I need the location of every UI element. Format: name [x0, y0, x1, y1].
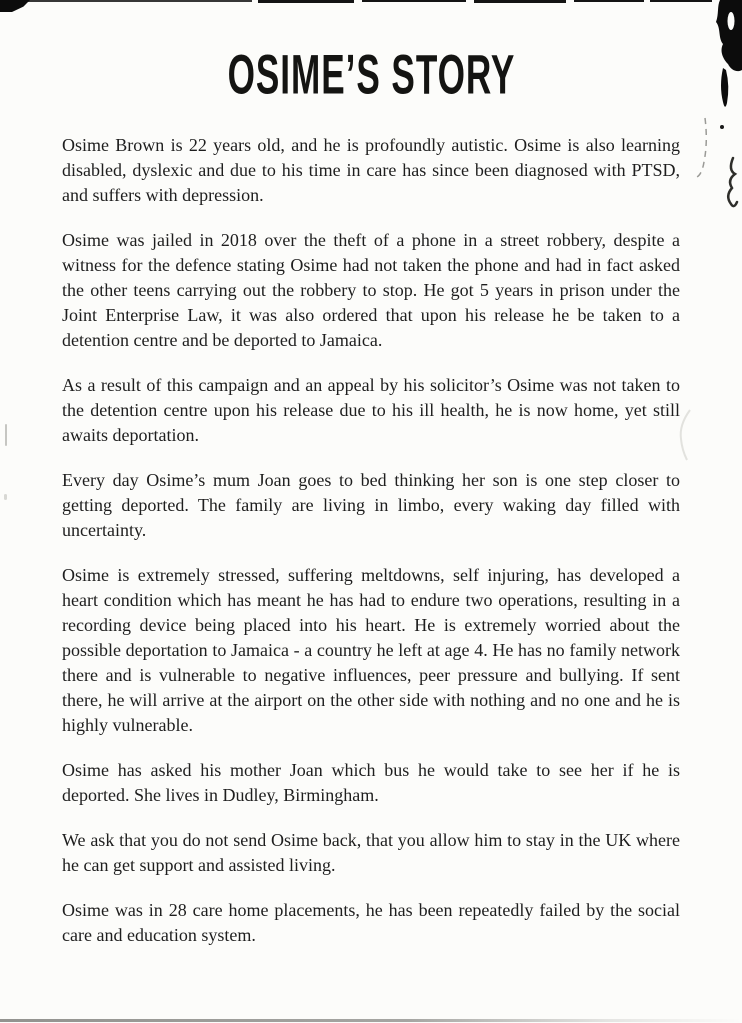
- scan-edge-line-segment: [0, 0, 252, 2]
- scan-edge-line-segment: [362, 0, 466, 2]
- paragraph-mum-joan: Every day Osime’s mum Joan goes to bed thinking her son is one step closer to getting deported. The family are living in limbo, every waking day filled with uncertainty.: [62, 470, 680, 540]
- story-text: [62, 133, 680, 968]
- page-title-text: OSIME’S STORY: [227, 44, 515, 106]
- scan-edge-line-segment: [474, 0, 566, 3]
- paragraph-bus-question: Osime has asked his mother Joan which bus he would take to see her if he is deported. She lives in Dudley, Birmingham.: [62, 760, 680, 805]
- page-title: [0, 44, 742, 106]
- paragraph-intro: Osime Brown is 22 years old, and he is profoundly autistic. Osime is also learning disabled, dyslexic and due to his time in care has since been diagnosed with PTSD, and suffers with depression.: [62, 135, 680, 205]
- scan-scratch-left: [4, 494, 7, 500]
- scan-edge-line-bottom: [0, 1019, 742, 1022]
- scan-ink-blob-top-right: [690, 0, 742, 230]
- scan-edge-line-segment: [258, 0, 354, 3]
- scan-ink-mark-top-left: [0, 0, 30, 12]
- paragraph-jailed-2018: Osime was jailed in 2018 over the theft of a phone in a street robbery, despite a witness for the defence stating Osime had not taken the phone and had in fact asked the other teens carrying out the robbery to stop. He got 5 years in prison under the Joint Enterprise Law, it was also ordered that upon his release he be taken to a detention centre and be deported to Jamaica.: [62, 230, 680, 350]
- paragraph-health-risks: Osime is extremely stressed, suffering meltdowns, self injuring, has developed a heart condition which has meant he has had to endure two operations, resulting in a recording device being placed into his heart. He is extremely worried about the possible deportation to Jamaica - a country he left at age 4. He has no family network there and is vulnerable to negative influences, peer pressure and bullying. If sent there, he will arrive at the airport on the other side with nothing and no one and he is highly vulnerable.: [62, 565, 680, 735]
- paragraph-ask-to-stay: We ask that you do not send Osime back, that you allow him to stay in the UK where he can get support and assisted living.: [62, 830, 680, 875]
- paragraph-campaign-appeal: As a result of this campaign and an appeal by his solicitor’s Osime was not taken to the detention centre upon his release due to his ill health, he is now home, yet still awaits deportation.: [62, 375, 680, 445]
- paragraph-care-placements: Osime was in 28 care home placements, he has been repeatedly failed by the social care and education system.: [62, 900, 680, 945]
- scan-scratch-left: [5, 424, 7, 446]
- scan-edge-line-segment: [574, 0, 644, 2]
